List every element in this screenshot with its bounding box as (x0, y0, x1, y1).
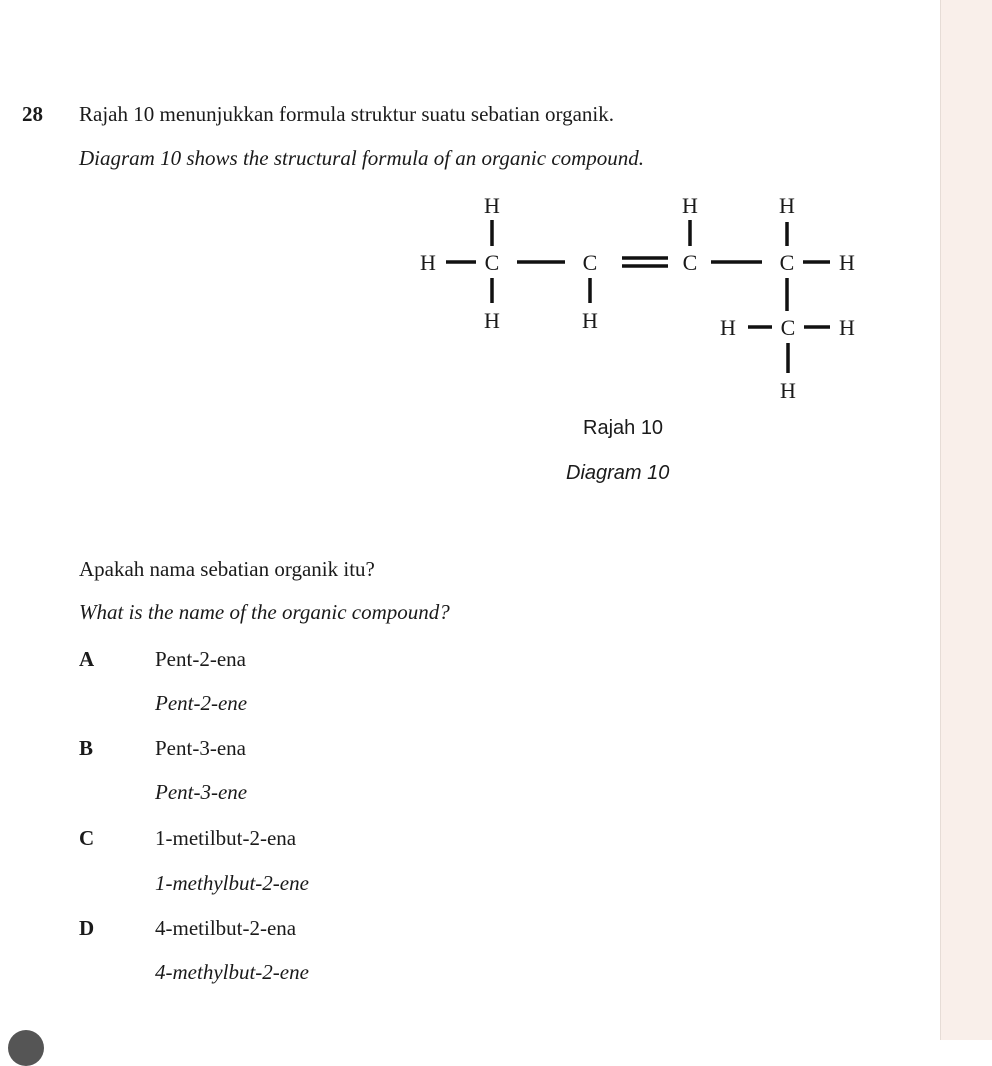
atom-h: H (420, 250, 436, 275)
option-letter: D (79, 916, 95, 940)
atom-h: H (720, 315, 736, 340)
option-letter: B (79, 736, 94, 760)
prompt-ms: Apakah nama sebatian organik itu? (79, 557, 375, 581)
atom-h: H (484, 308, 500, 333)
option-text-ms: 1-metilbut-2-ena (155, 826, 297, 850)
diagram-caption-ms: Rajah 10 (583, 417, 664, 439)
atom-h: H (780, 378, 796, 403)
bonds (446, 220, 830, 373)
option-letter: A (79, 647, 95, 671)
atom-c: C (582, 250, 598, 275)
question-stem-en: Diagram 10 shows the structural formula of an organic compound. (79, 146, 645, 170)
diagram-caption-en: Diagram 10 (566, 462, 670, 484)
atom-h: H (582, 308, 598, 333)
atom-h: H (779, 193, 795, 218)
option-letter: C (79, 826, 95, 850)
atom-c: C (484, 250, 500, 275)
option-text-ms: Pent-3-ena (155, 736, 246, 760)
option-text-ms: 4-metilbut-2-ena (155, 916, 297, 940)
option-text-en: 1-methylbut-2-ene (155, 871, 309, 895)
atom-h: H (484, 193, 500, 218)
atom-h: H (839, 315, 855, 340)
option-text-ms: Pent-2-ena (155, 647, 246, 671)
atom-c: C (682, 250, 698, 275)
option-text-en: Pent-3-ene (155, 780, 248, 804)
structural-formula-diagram (0, 0, 940, 420)
option-text-en: Pent-2-ene (155, 691, 248, 715)
atom-h: H (839, 250, 855, 275)
atom-c: C (779, 250, 795, 275)
side-panel (940, 0, 992, 1040)
option-text-en: 4-methylbut-2-ene (155, 960, 309, 984)
atom-c: C (780, 315, 796, 340)
atom-h: H (682, 193, 698, 218)
floating-action-button[interactable] (8, 1030, 44, 1066)
prompt-en: What is the name of the organic compound? (79, 600, 450, 624)
question-stem-ms: Rajah 10 menunjukkan formula struktur suatu sebatian organik. (79, 102, 614, 126)
question-number: 28 (22, 102, 43, 126)
